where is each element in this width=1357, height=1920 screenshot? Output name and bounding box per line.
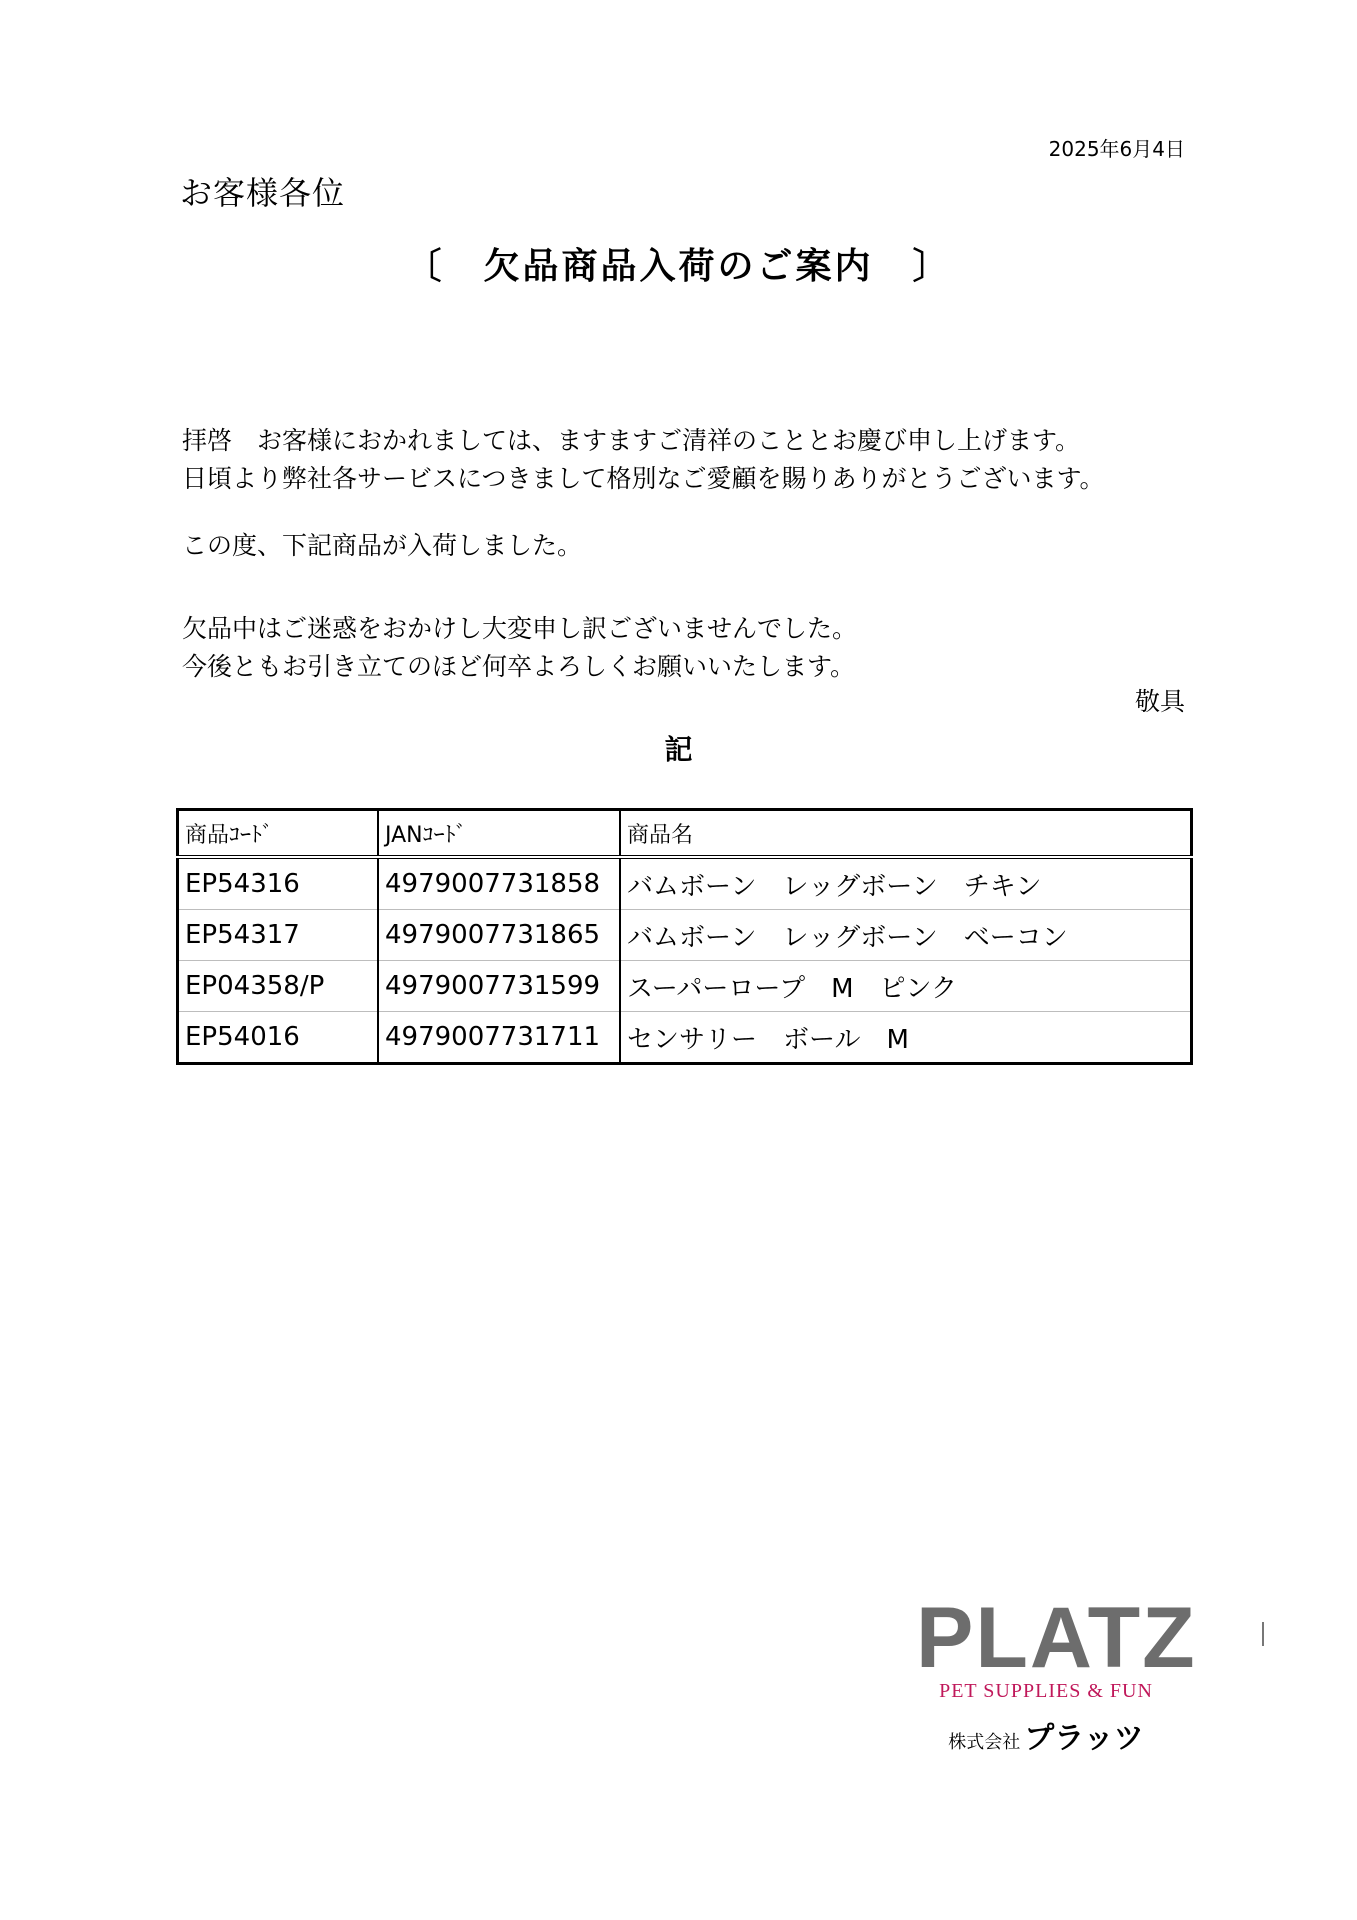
jan-code-cell: 4979007731711 — [378, 1012, 620, 1064]
greeting-line-1: 拝啓 お客様におかれましては、ますますご清祥のこととお慶び申し上げます。 — [182, 426, 1081, 455]
header-product-name: 商品名 — [620, 810, 1192, 858]
apology-paragraph — [182, 610, 857, 686]
company-name-text: プラッツ — [1024, 1721, 1144, 1756]
product-name-cell: センサリー ボール M — [620, 1012, 1192, 1064]
table-header-row — [178, 810, 1192, 858]
ki-heading: 記 — [664, 733, 693, 766]
product-name-cell: バムボーン レッグボーン チキン — [620, 857, 1192, 910]
greeting-paragraph — [182, 422, 1105, 498]
product-code-cell: EP54016 — [178, 1012, 379, 1064]
table-row — [178, 910, 1192, 961]
addressee: お客様各位 — [180, 174, 346, 212]
product-table — [176, 808, 1193, 1065]
company-logo — [916, 1590, 1197, 1757]
table-row — [178, 857, 1192, 910]
product-code-cell: EP04358/P — [178, 961, 379, 1012]
document-title: 〔 欠品商品入荷のご案内 〕 — [405, 246, 952, 287]
jan-code-cell: 4979007731599 — [378, 961, 620, 1012]
header-jan-code: JANｺｰﾄﾞ — [378, 810, 620, 858]
table-row — [178, 1012, 1192, 1064]
logo-tagline: PET SUPPLIES & FUN — [939, 1680, 1153, 1702]
header-product-code: 商品ｺｰﾄﾞ — [178, 810, 379, 858]
product-name-cell: バムボーン レッグボーン ベーコン — [620, 910, 1192, 961]
table-row — [178, 961, 1192, 1012]
closing-word: 敬具 — [1134, 687, 1185, 716]
product-code-cell: EP54317 — [178, 910, 379, 961]
apology-line-1: 欠品中はご迷惑をおかけし大変申し訳ございませんでした。 — [182, 614, 858, 643]
logo-brand-text: PLATZ — [916, 1590, 1197, 1686]
product-name-cell: スーパーロープ M ピンク — [620, 961, 1192, 1012]
jan-code-cell: 4979007731865 — [378, 910, 620, 961]
jan-code-cell: 4979007731858 — [378, 857, 620, 910]
company-prefix: 株式会社 — [948, 1732, 1021, 1753]
document-date: 2025年6月4日 — [1048, 137, 1185, 161]
greeting-line-2: 日頃より弊社各サービスにつきまして格別なご愛顧を賜りありがとうございます。 — [182, 464, 1105, 493]
notice-paragraph: この度、下記商品が入荷しました。 — [182, 531, 583, 560]
edge-mark — [1262, 1622, 1264, 1646]
company-name — [916, 1713, 1176, 1757]
apology-line-2: 今後ともお引き立てのほど何卒よろしくお願いいたします。 — [182, 652, 856, 681]
product-code-cell: EP54316 — [178, 857, 379, 910]
